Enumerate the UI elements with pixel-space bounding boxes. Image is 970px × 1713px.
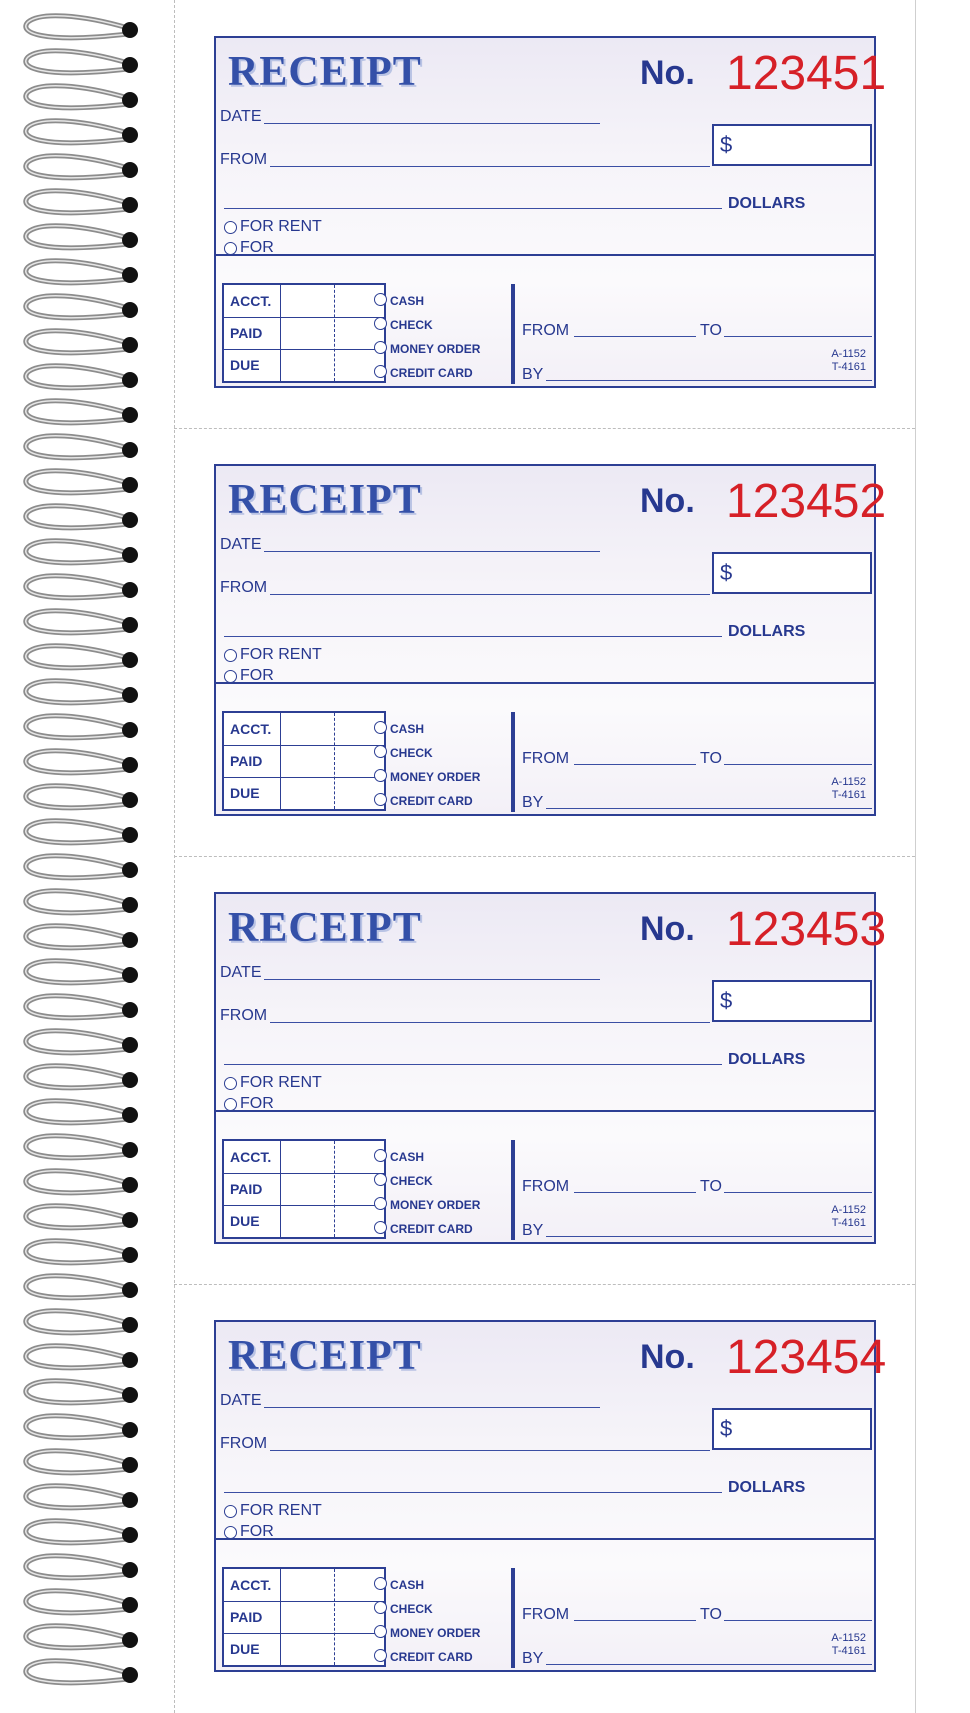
cash-radio-icon[interactable] [374, 1577, 387, 1590]
code-t: T-4161 [831, 789, 866, 801]
date-label: DATE [220, 964, 262, 981]
code-t: T-4161 [831, 1645, 866, 1657]
receipt-title: RECEIPT [228, 905, 422, 951]
cash-label: CASH [390, 1150, 425, 1164]
section-divider [216, 682, 874, 684]
from-field[interactable] [270, 594, 710, 595]
period-to-field[interactable] [724, 764, 872, 765]
due-label: DUE [230, 1213, 260, 1229]
form-codes [831, 348, 866, 374]
dollar-sign: $ [720, 988, 733, 1013]
amount-field[interactable] [712, 1408, 872, 1450]
by-field[interactable] [546, 1236, 872, 1237]
for-label: FOR [240, 667, 274, 684]
for-rent-radio-icon[interactable] [224, 221, 237, 234]
date-field[interactable] [264, 979, 600, 980]
from-label: FROM [220, 1435, 268, 1452]
receipt-form [214, 464, 887, 816]
from-field[interactable] [270, 1450, 710, 1451]
number-label: No. [640, 910, 695, 948]
cash-label: CASH [390, 722, 425, 736]
for-rent-radio-icon[interactable] [224, 1505, 237, 1518]
form-codes [831, 1204, 866, 1230]
period-from-field[interactable] [574, 336, 696, 337]
code-a: A-1152 [831, 776, 866, 788]
cash-label: CASH [390, 294, 425, 308]
check-label: CHECK [390, 1174, 433, 1188]
money-order-label: MONEY ORDER [390, 1198, 481, 1212]
money-order-radio-icon[interactable] [374, 341, 387, 354]
section-divider [216, 254, 874, 256]
from-label: FROM [220, 1007, 268, 1024]
check-label: CHECK [390, 318, 433, 332]
money-order-radio-icon[interactable] [374, 1197, 387, 1210]
credit-card-label: CREDIT CARD [390, 366, 473, 380]
period-to-label: TO [700, 1606, 722, 1623]
cash-label: CASH [390, 1578, 425, 1592]
number-label: No. [640, 54, 695, 92]
paid-label: PAID [230, 1181, 263, 1197]
receipt-form [214, 1320, 887, 1672]
code-a: A-1152 [831, 348, 866, 360]
paid-label: PAID [230, 1609, 263, 1625]
spiral-binding-icon [0, 0, 150, 1713]
paid-label: PAID [230, 753, 263, 769]
check-radio-icon[interactable] [374, 1601, 387, 1614]
receipt-title: RECEIPT [228, 49, 422, 95]
for-rent-radio-icon[interactable] [224, 1077, 237, 1090]
credit-card-radio-icon[interactable] [374, 793, 387, 806]
tear-line [174, 428, 915, 429]
amount-field[interactable] [712, 980, 872, 1022]
vertical-divider [511, 1140, 515, 1240]
code-t: T-4161 [831, 1217, 866, 1229]
credit-card-label: CREDIT CARD [390, 1222, 473, 1236]
date-label: DATE [220, 108, 262, 125]
date-label: DATE [220, 1392, 262, 1409]
amount-words-field[interactable] [224, 208, 722, 209]
amount-field[interactable] [712, 124, 872, 166]
due-label: DUE [230, 1641, 260, 1657]
from-field[interactable] [270, 166, 710, 167]
code-a: A-1152 [831, 1632, 866, 1644]
period-to-field[interactable] [724, 1620, 872, 1621]
credit-card-radio-icon[interactable] [374, 1649, 387, 1662]
dollar-sign: $ [720, 1416, 733, 1441]
receipt-number: 123454 [726, 1331, 887, 1384]
amount-words-field[interactable] [224, 1492, 722, 1493]
dollar-sign: $ [720, 560, 733, 585]
form-codes [831, 1632, 866, 1658]
receipt-form [214, 36, 887, 388]
by-field[interactable] [546, 380, 872, 381]
period-from-label: FROM [522, 750, 570, 767]
from-label: FROM [220, 579, 268, 596]
for-rent-label: FOR RENT [240, 1502, 322, 1519]
cash-radio-icon[interactable] [374, 1149, 387, 1162]
money-order-radio-icon[interactable] [374, 769, 387, 782]
by-label: BY [522, 1222, 544, 1239]
due-label: DUE [230, 785, 260, 801]
money-order-label: MONEY ORDER [390, 1626, 481, 1640]
by-label: BY [522, 1650, 544, 1667]
account-table [222, 1567, 386, 1667]
period-from-field[interactable] [574, 1192, 696, 1193]
account-table [222, 283, 386, 383]
from-label: FROM [220, 151, 268, 168]
period-from-label: FROM [522, 1178, 570, 1195]
period-to-label: TO [700, 322, 722, 339]
amount-field[interactable] [712, 552, 872, 594]
acct-label: ACCT. [230, 721, 272, 737]
check-label: CHECK [390, 746, 433, 760]
period-from-label: FROM [522, 1606, 570, 1623]
period-to-field[interactable] [724, 1192, 872, 1193]
receipt-title: RECEIPT [228, 477, 422, 523]
receipt-title: RECEIPT [228, 1333, 422, 1379]
amount-words-field[interactable] [224, 636, 722, 637]
tear-line [174, 1284, 915, 1285]
due-label: DUE [230, 357, 260, 373]
acct-label: ACCT. [230, 1149, 272, 1165]
dollar-sign: $ [720, 132, 733, 157]
number-label: No. [640, 482, 695, 520]
by-label: BY [522, 794, 544, 811]
number-label: No. [640, 1338, 695, 1376]
for-rent-radio-icon[interactable] [224, 649, 237, 662]
dollars-label: DOLLARS [728, 195, 806, 212]
code-t: T-4161 [831, 361, 866, 373]
period-from-field[interactable] [574, 1620, 696, 1621]
period-to-field[interactable] [724, 336, 872, 337]
cash-radio-icon[interactable] [374, 721, 387, 734]
for-rent-label: FOR RENT [240, 1074, 322, 1091]
check-radio-icon[interactable] [374, 317, 387, 330]
account-table [222, 1139, 386, 1239]
by-field[interactable] [546, 1664, 872, 1665]
check-radio-icon[interactable] [374, 745, 387, 758]
by-label: BY [522, 366, 544, 383]
dollars-label: DOLLARS [728, 623, 806, 640]
by-field[interactable] [546, 808, 872, 809]
paid-label: PAID [230, 325, 263, 341]
period-from-field[interactable] [574, 764, 696, 765]
date-label: DATE [220, 536, 262, 553]
money-order-radio-icon[interactable] [374, 1625, 387, 1638]
from-field[interactable] [270, 1022, 710, 1023]
receipt-form [214, 892, 887, 1244]
vertical-divider [511, 1568, 515, 1668]
dollars-label: DOLLARS [728, 1479, 806, 1496]
money-order-label: MONEY ORDER [390, 342, 481, 356]
receipt-number: 123453 [726, 903, 887, 956]
credit-card-label: CREDIT CARD [390, 1650, 473, 1664]
for-rent-label: FOR RENT [240, 218, 322, 235]
acct-label: ACCT. [230, 1577, 272, 1593]
account-table [222, 711, 386, 811]
check-radio-icon[interactable] [374, 1173, 387, 1186]
amount-words-field[interactable] [224, 1064, 722, 1065]
credit-card-radio-icon[interactable] [374, 365, 387, 378]
period-to-label: TO [700, 1178, 722, 1195]
vertical-divider [511, 712, 515, 812]
receipt-number: 123451 [726, 47, 887, 100]
section-divider [216, 1538, 874, 1540]
code-a: A-1152 [831, 1204, 866, 1216]
receipt-number: 123452 [726, 475, 887, 528]
cash-radio-icon[interactable] [374, 293, 387, 306]
credit-card-label: CREDIT CARD [390, 794, 473, 808]
acct-label: ACCT. [230, 293, 272, 309]
for-label: FOR [240, 1095, 274, 1112]
date-field[interactable] [264, 123, 600, 124]
credit-card-radio-icon[interactable] [374, 1221, 387, 1234]
for-rent-label: FOR RENT [240, 646, 322, 663]
money-order-label: MONEY ORDER [390, 770, 481, 784]
period-to-label: TO [700, 750, 722, 767]
date-field[interactable] [264, 551, 600, 552]
vertical-divider [511, 284, 515, 384]
check-label: CHECK [390, 1602, 433, 1616]
dollars-label: DOLLARS [728, 1051, 806, 1068]
date-field[interactable] [264, 1407, 600, 1408]
form-codes [831, 776, 866, 802]
for-label: FOR [240, 1523, 274, 1540]
tear-line [174, 856, 915, 857]
section-divider [216, 1110, 874, 1112]
for-label: FOR [240, 239, 274, 256]
period-from-label: FROM [522, 322, 570, 339]
